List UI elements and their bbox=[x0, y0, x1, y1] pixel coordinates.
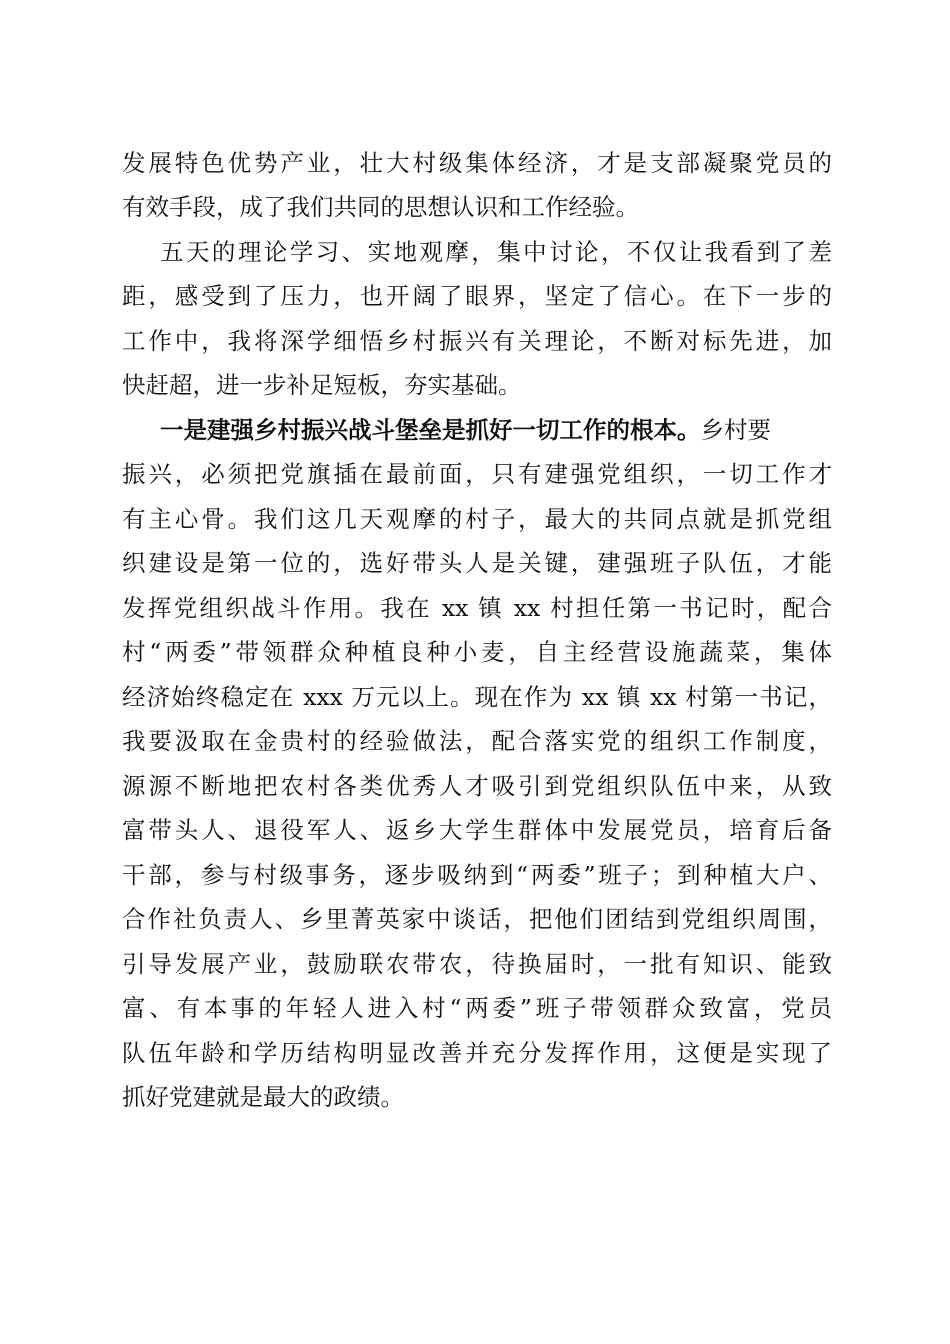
paragraph-line: 富、有本事的年轻人进入村“两委”班子带领群众致富，党员 bbox=[122, 994, 832, 1022]
paragraph-line: 有效手段，成了我们共同的思想认识和工作经验。 bbox=[122, 193, 639, 221]
paragraph-line: 引导发展产业，鼓励联农带农，待换届时，一批有知识、能致 bbox=[122, 950, 832, 978]
paragraph-line: 发展特色优势产业，壮大村级集体经济，才是支部凝聚党员的 bbox=[122, 149, 832, 177]
paragraph-first-line bbox=[160, 410, 832, 450]
paragraph-line: 距，感受到了压力，也开阔了眼界，坚定了信心。在下一步的 bbox=[122, 282, 832, 310]
paragraph-line: 源源不断地把农村各类优秀人才吸引到党组织队伍中来，从致 bbox=[122, 772, 832, 800]
paragraph-line: 富带头人、退役军人、返乡大学生群体中发展党员，培育后备 bbox=[122, 816, 832, 844]
paragraph-line: 快赶超，进一步补足短板，夯实基础。 bbox=[122, 371, 522, 399]
paragraph-line: 有主心骨。我们这几天观摩的村子，最大的共同点就是抓党组 bbox=[122, 505, 832, 533]
paragraph-line: 发挥党组织战斗作用。我在 xx 镇 xx 村担任第一书记时，配合 bbox=[122, 594, 832, 622]
paragraph-line: 经济始终稳定在 xxx 万元以上。现在作为 xx 镇 xx 村第一书记， bbox=[122, 683, 832, 711]
paragraph-heading-tail: 乡村要 bbox=[700, 416, 771, 444]
paragraph-line: 织建设是第一位的，选好带头人是关键，建强班子队伍，才能 bbox=[122, 549, 832, 577]
paragraph-line: 干部，参与村级事务，逐步吸纳到“两委”班子；到种植大户、 bbox=[122, 861, 832, 889]
paragraph-line: 工作中，我将深学细悟乡村振兴有关理论，不断对标先进，加 bbox=[122, 327, 832, 355]
paragraph-line: 我要汲取在金贵村的经验做法，配合落实党的组织工作制度， bbox=[122, 727, 832, 755]
paragraph-line: 振兴，必须把党旗插在最前面，只有建强党组织，一切工作才 bbox=[122, 460, 832, 488]
paragraph-line: 队伍年龄和学历结构明显改善并充分发挥作用，这便是实现了 bbox=[122, 1039, 832, 1067]
paragraph-line: 合作社负责人、乡里菁英家中谈话，把他们团结到党组织周围， bbox=[122, 905, 832, 933]
paragraph-line: 五天的理论学习、实地观摩，集中讨论，不仅让我看到了差 bbox=[160, 238, 832, 266]
paragraph-line: 抓好党建就是最大的政绩。 bbox=[122, 1083, 404, 1111]
paragraph-line: 村“两委”带领群众种植良种小麦，自主经营设施蔬菜，集体 bbox=[122, 638, 832, 666]
paragraph-heading: 一是建强乡村振兴战斗堡垒是抓好一切工作的根本。 bbox=[160, 416, 701, 444]
